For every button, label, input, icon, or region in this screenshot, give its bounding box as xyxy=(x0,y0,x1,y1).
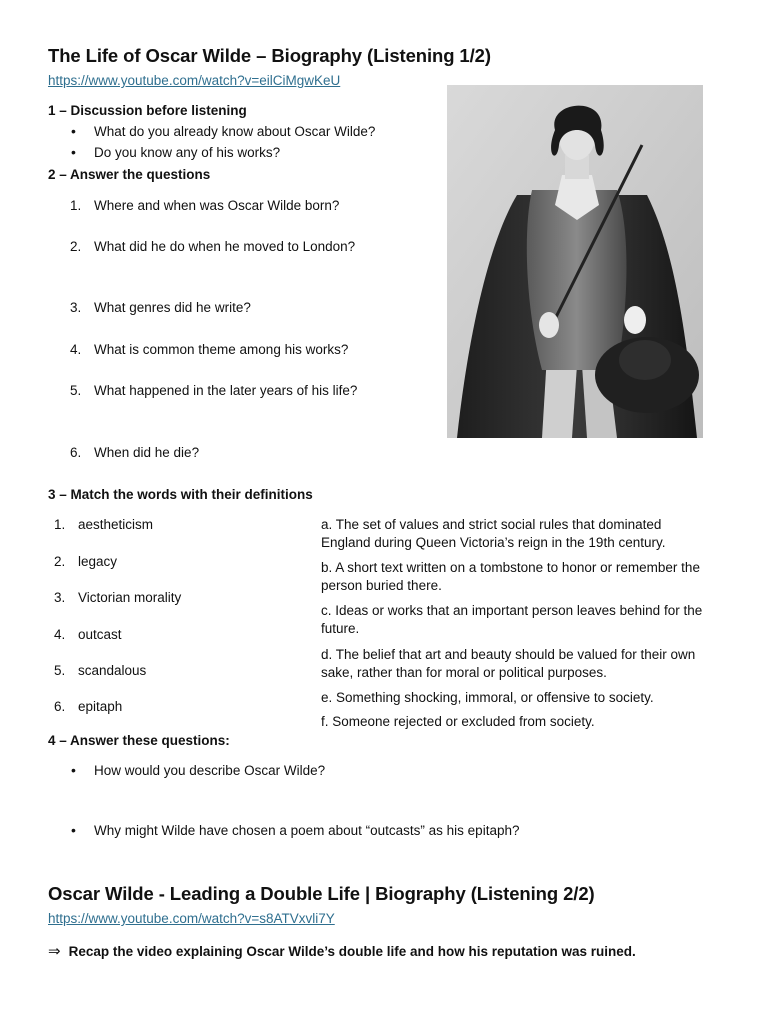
question-number: 6. xyxy=(70,445,82,460)
vocab-word: aestheticism xyxy=(78,517,154,532)
definition-b: b. A short text written on a tombstone to honor or remember the person buried there. xyxy=(321,560,700,593)
question-number: 2. xyxy=(70,239,82,254)
definition-a: a. The set of values and strict social rules that dominated England during Queen Victoria’s reign in the 19th century. xyxy=(321,517,666,550)
section-4-heading: 4 – Answer these questions: xyxy=(48,733,230,748)
definition-d: d. The belief that art and beauty should be valued for their own sake, rather than for moral or political purposes. xyxy=(321,647,696,680)
question-number: 4. xyxy=(70,342,82,357)
word-number: 2. xyxy=(54,554,66,569)
recap-instruction xyxy=(48,942,636,960)
answer-bullet: • Why might Wilde have chosen a poem about “outcasts” as his epitaph? xyxy=(94,823,519,838)
question-text: What happened in the later years of his life? xyxy=(94,383,358,398)
question-number: 5. xyxy=(70,383,82,398)
word-number: 3. xyxy=(54,590,66,605)
question-text: What is common theme among his works? xyxy=(94,342,349,357)
section-2-heading: 2 – Answer the questions xyxy=(48,167,211,182)
word-number: 5. xyxy=(54,663,66,678)
question-text: What genres did he write? xyxy=(94,300,251,315)
vocab-word: scandalous xyxy=(78,663,147,678)
definition-c: c. Ideas or works that an important person leaves behind for the future. xyxy=(321,603,703,636)
question-number: 3. xyxy=(70,300,82,315)
word-number: 1. xyxy=(54,517,66,532)
question-number: 1. xyxy=(70,198,82,213)
video-link-1[interactable]: https://www.youtube.com/watch?v=eilCiMgwKeU xyxy=(48,73,341,88)
vocab-word: Victorian morality xyxy=(78,590,182,605)
definition-e: e. Something shocking, immoral, or offensive to society. xyxy=(321,690,654,705)
vocab-word: outcast xyxy=(78,627,122,642)
section-1-heading: 1 – Discussion before listening xyxy=(48,103,247,118)
question-text: Where and when was Oscar Wilde born? xyxy=(94,198,340,213)
section-title-2: Oscar Wilde - Leading a Double Life | Biography (Listening 2/2) xyxy=(48,883,595,904)
page-title: The Life of Oscar Wilde – Biography (Listening 1/2) xyxy=(48,45,491,66)
discussion-bullet: • Do you know any of his works? xyxy=(94,145,280,160)
recap-text: Recap the video explaining Oscar Wilde’s double life and how his reputation was ruined. xyxy=(68,944,636,959)
arrow-icon: ⇒ xyxy=(48,943,61,960)
oscar-wilde-portrait-photo xyxy=(447,85,703,438)
word-number: 6. xyxy=(54,699,66,714)
question-text: When did he die? xyxy=(94,445,200,460)
definition-f: f. Someone rejected or excluded from society. xyxy=(321,714,595,729)
video-link-2[interactable]: https://www.youtube.com/watch?v=s8ATVxvli7Y xyxy=(48,911,335,926)
question-text: What did he do when he moved to London? xyxy=(94,239,356,254)
vocab-word: legacy xyxy=(78,554,118,569)
vocab-word: epitaph xyxy=(78,699,123,714)
section-3-heading: 3 – Match the words with their definitions xyxy=(48,487,313,502)
word-number: 4. xyxy=(54,627,66,642)
discussion-bullet: • What do you already know about Oscar Wilde? xyxy=(94,124,375,139)
answer-bullet: • How would you describe Oscar Wilde? xyxy=(94,763,325,778)
